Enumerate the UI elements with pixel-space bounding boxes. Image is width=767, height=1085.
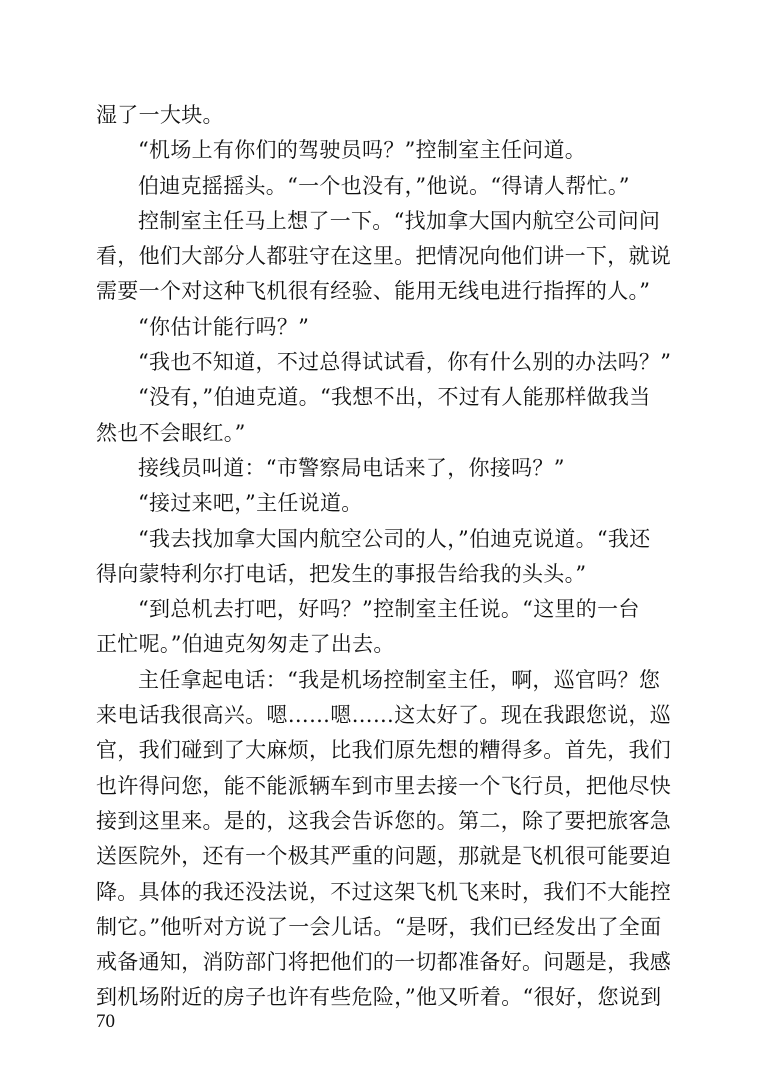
text-line: 制它。”他听对方说了一会儿话。“是呀，我们已经发出了全面 [96,914,662,939]
text-line: 正忙呢。”伯迪克匆匆走了出去。 [96,632,395,657]
text-line: “接过来吧，”主任说道。 [138,491,363,516]
text-line: “我也不知道，不过总得试试看，你有什么别的办法吗？” [138,350,672,375]
text-line: 戒备通知，消防部门将把他们的一切都准备好。问题是，我感 [96,950,672,975]
text-line: 湿了一大块。 [96,103,224,127]
text-line: “机场上有你们的驾驶员吗？”控制室主任问道。 [138,138,587,163]
text-line: 看，他们大部分人都驻守在这里。把情况向他们讲一下，就说 [96,244,672,269]
text-line: “我去找加拿大国内航空公司的人，”伯迪克说道。“我还 [138,526,651,551]
text-line: 得向蒙特利尔打电话，把发生的事报告给我的头头。” [96,561,587,586]
text-line: 然也不会眼红。” [96,420,246,445]
text-line: “没有，”伯迪克道。“我想不出，不过有人能那样做我当 [138,385,651,410]
text-line: 接到这里来。是的，这我会告诉您的。第二，除了要把旅客急 [96,808,672,833]
page-number: 70 [96,1011,115,1032]
text-line: 主任拿起电话：“我是机场控制室主任，啊，巡官吗？您 [138,667,661,692]
text-line: 接线员叫道：“市警察局电话来了，你接吗？” [138,455,565,480]
text-line: 伯迪克摇摇头。“一个也没有，”他说。“得请人帮忙。” [138,173,630,198]
text-line: 到机场附近的房子也许有些危险，”他又听着。“很好，您说到 [96,985,662,1010]
text-line: 需要一个对这种飞机很有经验、能用无线电进行指挥的人。” [96,279,651,304]
text-line: “你估计能行吗？” [138,314,310,339]
body-text [96,98,684,1016]
text-line: 官，我们碰到了大麻烦，比我们原先想的糟得多。首先，我们 [96,738,672,763]
text-line: 控制室主任马上想了一下。“找加拿大国内航空公司问问 [138,208,661,233]
text-line: 来电话我很高兴。嗯……嗯……这太好了。现在我跟您说，巡 [96,703,672,728]
text-line: “到总机去打吧，好吗？”控制室主任说。“这里的一台 [138,597,640,622]
text-line: 送医院外，还有一个极其严重的问题，那就是飞机很可能要迫 [96,844,672,869]
text-line: 也许得问您，能不能派辆车到市里去接一个飞行员，把他尽快 [96,773,672,798]
text-line: 降。具体的我还没法说，不过这架飞机飞来时，我们不大能控 [96,879,672,904]
